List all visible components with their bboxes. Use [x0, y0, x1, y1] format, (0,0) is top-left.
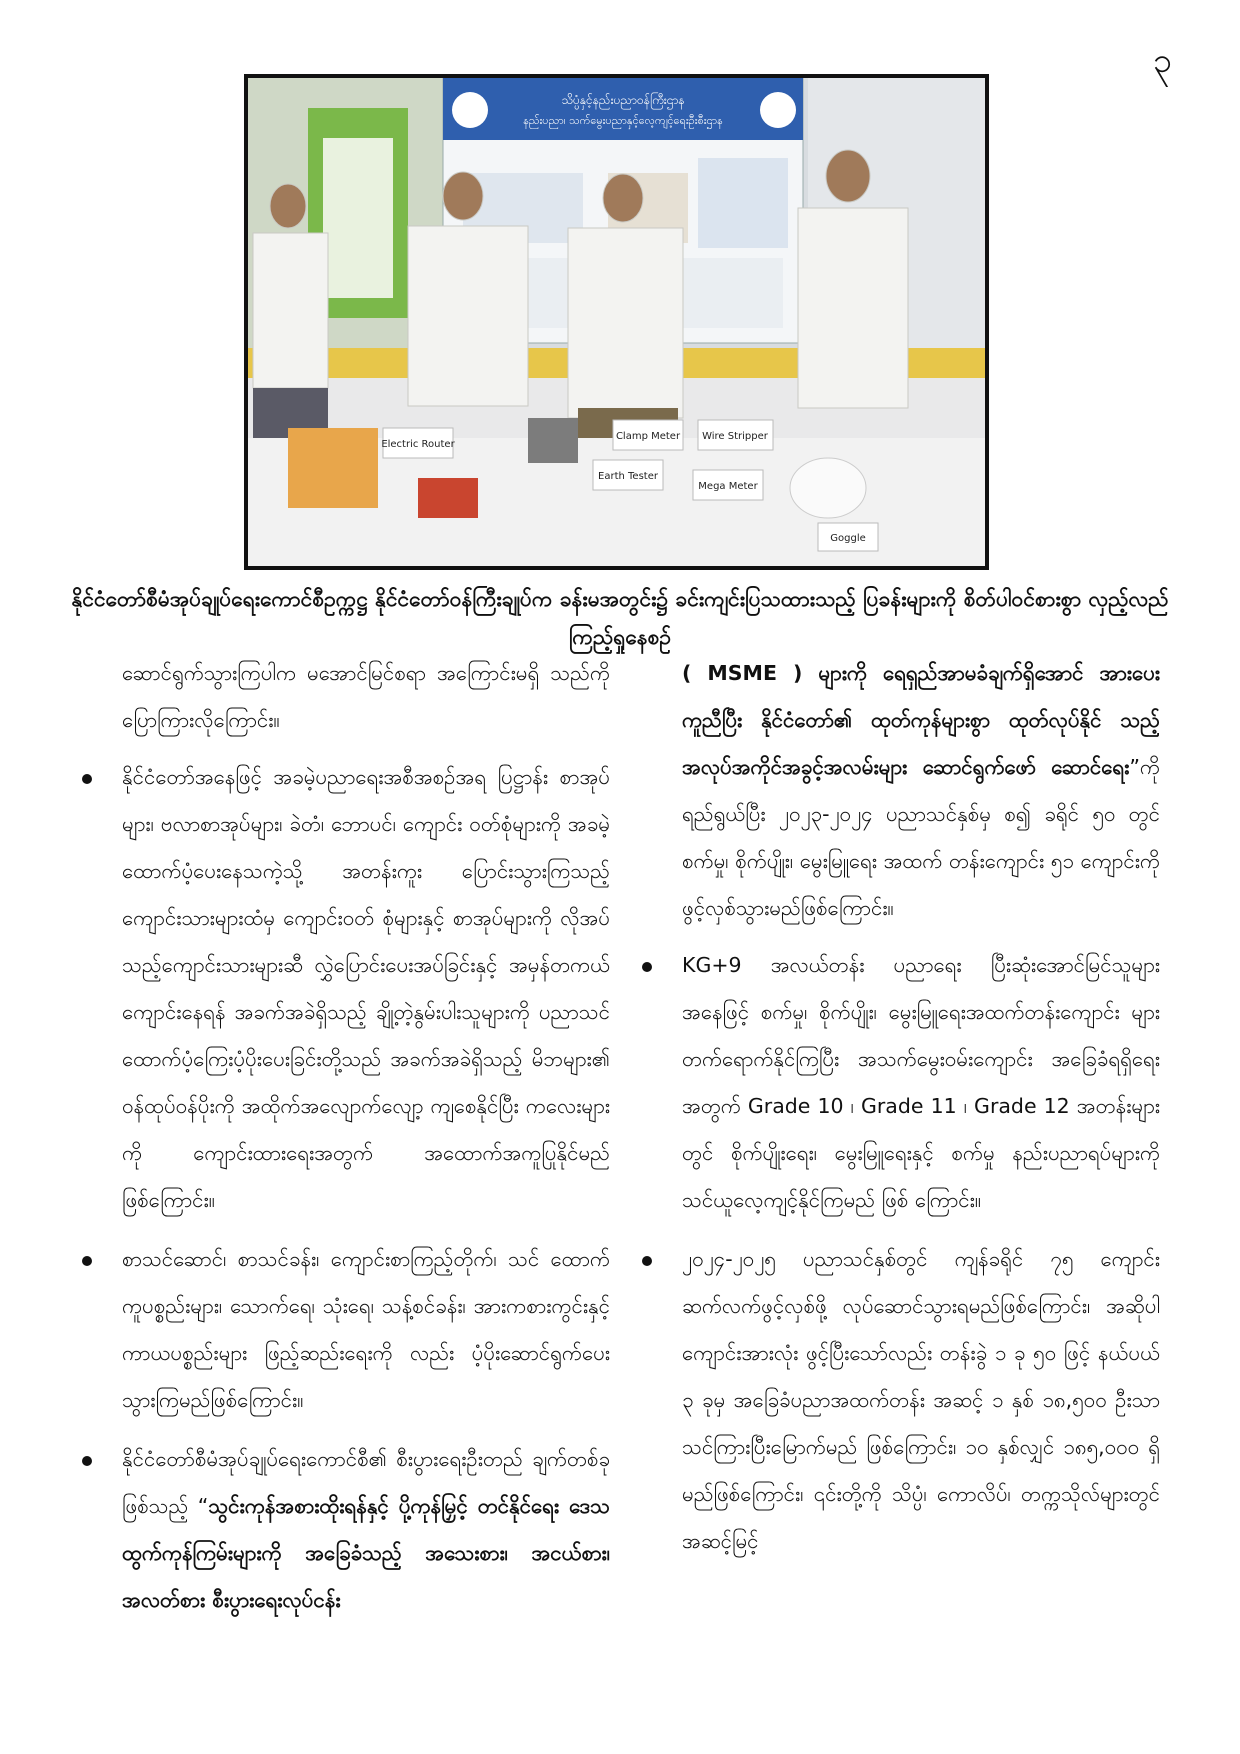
photo-caption: နိုင်ငံတော်စီမံအုပ်ချုပ်ရေးကောင်စီဥက္ကဋ္ဌ နိုင်ငံတော်ဝန်ကြီးချုပ်က ခန်းမအတွင်း၌ ခင်းကျင်းပြသထားသည့် ပြခန်းများကို စိတ်ပါဝင်စားစွာ လှည့်လည်ကြည့်ရှုနေစဉ်	[71, 587, 1169, 649]
left-lead-paragraph: ဆောင်ရွက်သွားကြပါက မအောင်မြင်စရာ အကြောင်းမရှိ သည်ကို ပြောကြားလိုကြောင်း။	[122, 661, 610, 732]
right-lead-plain: ”ကို ရည်ရွယ်ပြီး ၂၀၂၃-၂၀၂၄ ပညာသင်နှစ်မှ စ၍ ခရိုင် ၅၀ တွင် စက်မှု၊ စိုက်ပျိုး၊ မွေးမြူရေး အထက် တန်းကျောင်း ၅၁ ကျောင်းကို ဖွင့်လှစ်သွားမည်ဖြစ်ကြောင်း။	[682, 755, 1160, 920]
bullet-icon	[82, 1256, 92, 1266]
list-item-text: နိုင်ငံတော်အနေဖြင့် အခမဲ့ပညာရေးအစီအစဉ်အရ ပြဋ္ဌာန်း စာအုပ်များ၊ ဗလာစာအုပ်များ၊ ခဲတံ၊ ဘောပင်၊ ကျောင်း ဝတ်စုံများကို အခမဲ့ထောက်ပံ့ပေးနေသကဲ့သို့ အတန်းကူး ပြောင်းသွားကြသည့် ကျောင်းသားများထံမှ ကျောင်းဝတ် စုံများနှင့် စာအုပ်များကို လိုအပ်သည့်ကျောင်းသားများဆီ လွှဲပြောင်းပေးအပ်ခြင်းနှင့် အမှန်တကယ် ကျောင်းနေရန် အခက်အခဲရှိသည့် ချို့တဲ့နွမ်းပါးသူများကို ပညာသင် ထောက်ပံ့ကြေးပံ့ပိုးပေးခြင်းတို့သည် အခက်အခဲရှိသည့် မိဘများ၏ ဝန်ထုပ်ဝန်ပိုးကို အထိုက်အလျောက်လျော့ ကျစေနိုင်ပြီး ကလေးများကို ကျောင်းထားရေးအတွက် အထောက်အကူပြုနိုင်မည်ဖြစ်ကြောင်း။	[122, 765, 610, 1212]
exhibition-photo-image	[248, 78, 985, 566]
label-earth-tester: Earth Tester	[598, 471, 658, 482]
list-item	[80, 754, 610, 1224]
right-bullet-list	[640, 942, 1160, 1565]
list-item	[640, 942, 1160, 1224]
left-bullet-list	[80, 754, 610, 1624]
list-item-text: စာသင်ဆောင်၊ စာသင်ခန်း၊ ကျောင်းစာကြည့်တိုက်၊ သင် ထောက်ကူပစ္စည်းများ၊ သောက်ရေ၊ သုံးရေ၊ သန့်စင်ခန်း၊ အားကစားကွင်းနှင့် ကာယပစ္စည်းများ ဖြည့်ဆည်းရေးကို လည်း ပံ့ပိုးဆောင်ရွက်ပေးသွားကြမည်ဖြစ်ကြောင်း။	[122, 1247, 610, 1412]
banner-line-2: နည်းပညာ၊ သက်မွေးပညာနှင့်လေ့ကျင့်ရေးဦးစီးဌာန	[523, 114, 723, 127]
right-lead-paragraph	[640, 650, 1160, 932]
label-goggle: Goggle	[830, 533, 866, 544]
list-item-bold-text: သွင်းကုန်အစားထိုးရန်နှင့် ပို့ကုန်မြှင့် တင်နိုင်ရေး ဒေသထွက်ကုန်ကြမ်းများကို အခြေခံသည့် အသေးစား၊ အငယ်စား၊ အလတ်စား စီးပွားရေးလုပ်ငန်း	[122, 1494, 610, 1612]
right-column	[640, 650, 1160, 1577]
page-number: ၃	[1152, 41, 1172, 81]
bullet-icon	[82, 774, 92, 784]
bullet-icon	[82, 1456, 92, 1466]
banner-line-1: သိပ္ပံနှင့်နည်းပညာဝန်ကြီးဌာန	[561, 93, 685, 107]
label-electric-router: Electric Router	[381, 439, 455, 450]
left-column	[80, 650, 610, 1636]
right-lead-bold: ( MSME ) များကို ရေရှည်အာမခံချက်ရှိအောင် အားပေး ကူညီပြီး နိုင်ငံတော်၏ ထုတ်ကုန်များစွာ ထုတ်လုပ်နိုင် သည့် အလုပ်အကိုင်အခွင့်အလမ်းများ ဆောင်ရွက်ဖော် ဆောင်ရေး	[682, 661, 1160, 779]
list-item-text: နိုင်ငံတော်စီမံအုပ်ချုပ်ရေးကောင်စီ၏ စီးပွားရေးဦးတည် ချက်တစ်ခုဖြစ်သည့် “	[122, 1447, 610, 1518]
news-photo	[244, 74, 989, 570]
bullet-icon	[642, 962, 652, 972]
label-wire-stripper: Wire Stripper	[702, 431, 768, 442]
bullet-icon	[642, 1256, 652, 1266]
list-item	[80, 1436, 610, 1624]
list-item-text: KG+9 အလယ်တန်း ပညာရေး ပြီးဆုံးအောင်မြင်သူများ အနေဖြင့် စက်မှု၊ စိုက်ပျိုး၊ မွေးမြူရေးအထက်တန်းကျောင်း များ တက်ရောက်နိုင်ကြပြီး အသက်မွေးဝမ်းကျောင်း အခြေခံရရှိရေးအတွက် Grade 10 ၊ Grade 11 ၊ Grade 12 အတန်းများတွင် စိုက်ပျိုးရေး၊ မွေးမြူရေးနှင့် စက်မှု နည်းပညာရပ်များကို သင်ယူလေ့ကျင့်နိုင်ကြမည် ဖြစ် ကြောင်း။	[682, 953, 1160, 1212]
list-item-text: ၂၀၂၄-၂၀၂၅ ပညာသင်နှစ်တွင် ကျန်ခရိုင် ၇၅ ကျောင်း ဆက်လက်ဖွင့်လှစ်ဖို့ လုပ်ဆောင်သွားရမည်ဖြစ်ကြောင်း၊ အဆိုပါကျောင်းအားလုံး ဖွင့်ပြီးသော်လည်း တန်းခွဲ ၁ ခု ၅၀ ဖြင့် နယ်ပယ် ၃ ခုမှ အခြေခံပညာအထက်တန်း အဆင့် ၁ နှစ် ၁၈,၅၀၀ ဦးသာ သင်ကြားပြီးမြောက်မည် ဖြစ်ကြောင်း၊ ၁၀ နှစ်လျှင် ၁၈၅,၀၀၀ ရှိမည်ဖြစ်ကြောင်း၊ ၎င်းတို့ကို သိပ္ပံ၊ ကောလိပ်၊ တက္ကသိုလ်များတွင် အဆင့်မြင့်	[682, 1247, 1160, 1553]
list-item	[80, 1236, 610, 1424]
label-clamp-meter: Clamp Meter	[615, 431, 681, 442]
list-item	[640, 1236, 1160, 1565]
label-mega-meter: Mega Meter	[698, 481, 758, 492]
